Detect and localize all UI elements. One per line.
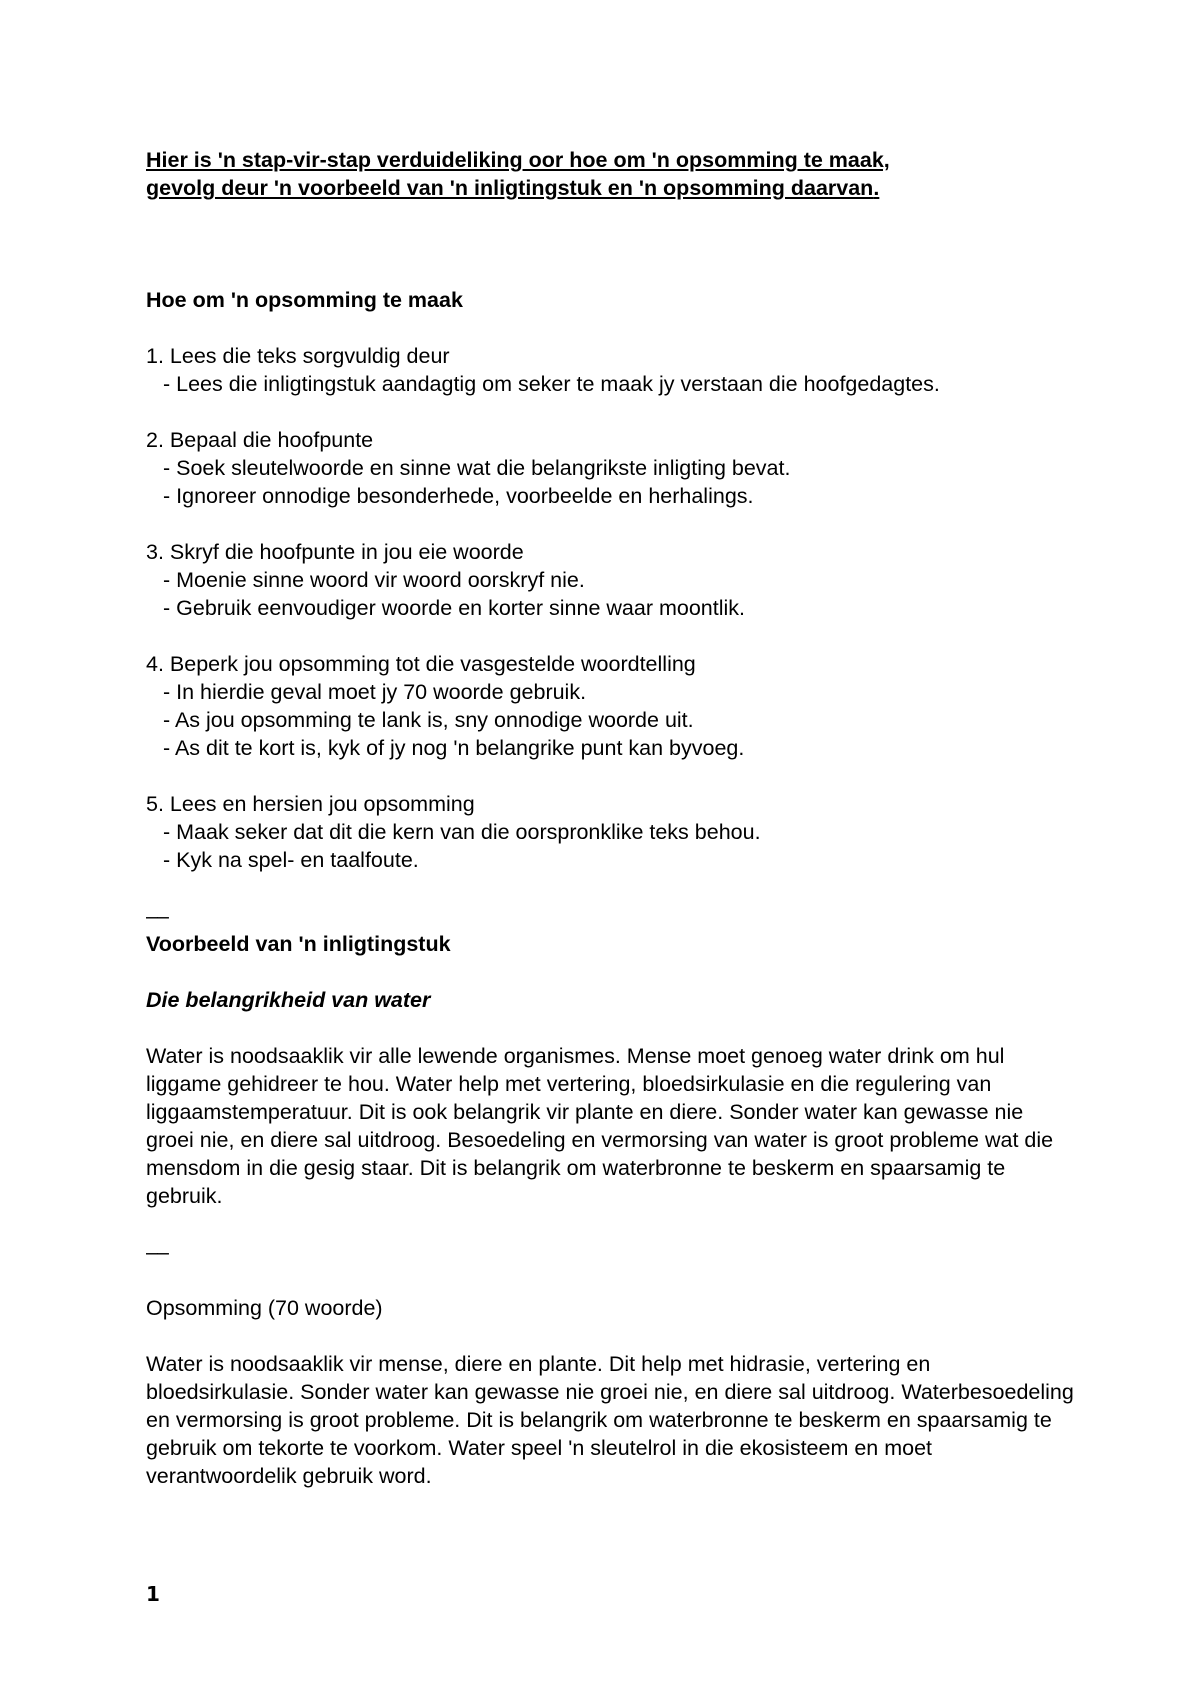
example-text: Water is noodsaaklik vir alle lewende organismes. Mense moet genoeg water drink om hul liggame gehidreer te hou. Water help met vertering, bloedsirkulasie en die regulering van liggaamstemperatuur. Dit is ook belangrik vir plante en diere. Sonder water kan gewasse nie groei nie, en diere sal uitdroog. Besoedeling en vermorsing van water is groot probleme wat die mensdom in die gesig staar. Dit is belangrik om waterbronne te beskerm en spaarsamig te gebruik. [146,1044,1054,1208]
step-title: 5. Lees en hersien jou opsomming [146,792,475,816]
step-title: 2. Bepaal die hoofpunte [146,428,374,452]
step-bullet: - Kyk na spel- en taalfoute. [163,848,419,872]
document-title [146,146,1076,202]
summary-text: Water is noodsaaklik vir mense, diere en plante. Dit help met hidrasie, vertering en bloedsirkulasie. Sonder water kan gewasse nie groei nie, en diere sal uitdroog. Waterbesoedeling en vermorsing is groot probleme. Dit is belangrik om waterbronne te beskerm en spaarsamig te gebruik om tekorte te voorkom. Water speel 'n sleutelrol in die ekosisteem en moet verantwoordelik gebruik word. [146,1352,1074,1488]
how-to-heading: Hoe om 'n opsomming te maak [146,288,463,312]
step-bullet: - As jou opsomming te lank is, sny onnodige woorde uit. [163,708,694,732]
page-number: 1 [146,1582,160,1606]
step-3 [146,538,1076,622]
separator: –– [146,904,168,928]
step-bullet: - Moenie sinne woord vir woord oorskryf nie. [163,568,585,592]
step-bullet: - Gebruik eenvoudiger woorde en korter sinne waar moontlik. [163,596,745,620]
step-bullet: - Soek sleutelwoorde en sinne wat die belangrikste inligting bevat. [163,456,791,480]
step-bullet: - Ignoreer onnodige besonderhede, voorbeelde en herhalings. [163,484,754,508]
step-2 [146,426,1076,510]
step-bullet: - As dit te kort is, kyk of jy nog 'n belangrike punt kan byvoeg. [163,736,745,760]
example-heading: Voorbeeld van 'n inligtingstuk [146,932,451,956]
title-line-2: gevolg deur 'n voorbeeld van 'n inligtingstuk en 'n opsomming daarvan [146,176,874,200]
step-4 [146,650,1076,762]
step-title: 3. Skryf die hoofpunte in jou eie woorde [146,540,524,564]
title-line-1: Hier is 'n stap-vir-stap verduideliking oor hoe om 'n opsomming te maak, [146,148,890,172]
step-title: 4. Beperk jou opsomming tot die vasgestelde woordtelling [146,652,696,676]
step-title: 1. Lees die teks sorgvuldig deur [146,344,450,368]
example-subtitle: Die belangrikheid van water [146,988,431,1012]
step-bullet: - In hierdie geval moet jy 70 woorde gebruik. [163,680,587,704]
separator: –– [146,1240,168,1264]
summary-heading: Opsomming (70 woorde) [146,1296,383,1320]
step-bullet: - Maak seker dat dit die kern van die oorspronklike teks behou. [163,820,761,844]
step-5 [146,790,1076,874]
step-1 [146,342,1076,398]
title-end: . [873,176,880,200]
step-bullet: - Lees die inligtingstuk aandagtig om seker te maak jy verstaan die hoofgedagtes. [163,372,940,396]
document-content [146,146,1076,1490]
